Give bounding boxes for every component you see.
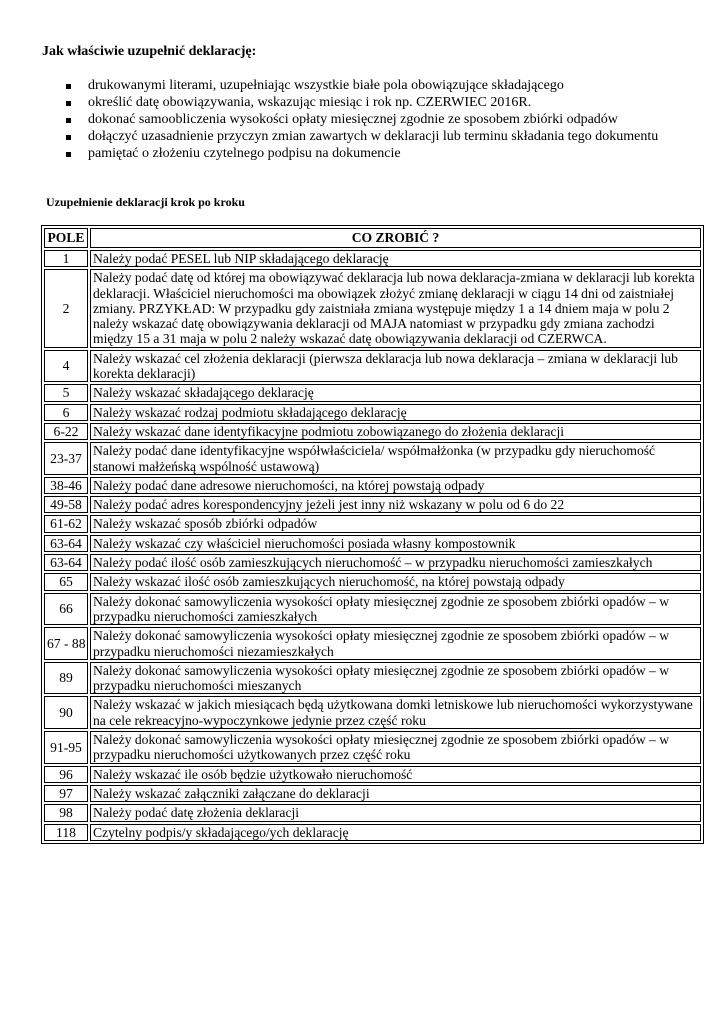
field-number-cell: 5: [44, 384, 88, 401]
table-header-row: [44, 228, 701, 248]
table-row: [44, 350, 701, 383]
table-row: [44, 423, 701, 440]
instruction-item: [42, 95, 682, 111]
field-number-cell: 1: [44, 250, 88, 267]
action-cell: Należy wskazać załączniki załączane do deklaracji: [90, 785, 701, 802]
action-cell: Należy wskazać sposób zbiórki odpadów: [90, 515, 701, 532]
table-row: [44, 496, 701, 513]
action-cell: Należy wskazać w jakich miesiącach będą użytkowana domki letniskowe lub nieruchomości wykorzystywane na cele rekreacyjno-wypoczynkowe jedynie przez część roku: [90, 696, 701, 729]
field-number-cell: 63-64: [44, 535, 88, 552]
table-row: [44, 250, 701, 267]
table-row: [44, 824, 701, 841]
bullet-square-icon: [66, 118, 71, 123]
field-number-cell: 98: [44, 804, 88, 821]
table-row: [44, 384, 701, 401]
instruction-text: dołączyć uzasadnienie przyczyn zmian zawartych w deklaracji lub terminu składania tego dokumentu: [88, 129, 659, 144]
table-row: [44, 785, 701, 802]
field-number-cell: 63-64: [44, 554, 88, 571]
field-number-cell: 67 - 88: [44, 627, 88, 660]
field-number-cell: 6: [44, 404, 88, 421]
action-cell: Należy podać adres korespondencyjny jeżeli jest inny niż wskazany w polu od 6 do 22: [90, 496, 701, 513]
table-row: [44, 442, 701, 475]
action-cell: Należy dokonać samowyliczenia wysokości opłaty miesięcznej zgodnie ze sposobem zbiórki opadów – w przypadku nieruchomości zamieszkałych: [90, 593, 701, 626]
instruction-text: drukowanymi literami, uzupełniając wszystkie białe pola obowiązujące składającego: [88, 78, 564, 93]
table-row: [44, 662, 701, 695]
bullet-square-icon: [66, 101, 71, 106]
field-number-cell: 23-37: [44, 442, 88, 475]
instruction-text: określić datę obowiązywania, wskazując miesiąc i rok np. CZERWIEC 2016R.: [88, 95, 532, 110]
bullet-square-icon: [66, 152, 71, 157]
field-number-cell: 97: [44, 785, 88, 802]
table-row: [44, 269, 701, 347]
instructions-list: [42, 78, 682, 163]
action-cell: Należy wskazać rodzaj podmiotu składającego deklarację: [90, 404, 701, 421]
field-number-cell: 96: [44, 766, 88, 783]
table-row: [44, 627, 701, 660]
action-cell: Należy wskazać dane identyfikacyjne podmiotu zobowiązanego do złożenia deklaracji: [90, 423, 701, 440]
instruction-item: [42, 112, 682, 128]
instruction-item: [42, 78, 682, 94]
table-row: [44, 554, 701, 571]
column-header-action: CO ZROBIĆ ?: [90, 228, 701, 248]
action-cell: Należy podać dane adresowe nieruchomości, na której powstają odpady: [90, 477, 701, 494]
table-row: [44, 573, 701, 590]
table-row: [44, 766, 701, 783]
instruction-text: dokonać samoobliczenia wysokości opłaty miesięcznej zgodnie ze sposobem zbiórki odpadów: [88, 112, 618, 127]
action-cell: Należy podać datę od której ma obowiązywać deklaracja lub nowa deklaracja-zmiana w deklaracji lub korekta deklaracji. Właściciel nieruchomości ma obowiązek złożyć zmianę deklaracji w ciągu 14 dni od zaistniałej zmiany. PRZYKŁAD: W przypadku gdy zaistniała zmiana występuje między 1 a 14 dniem maja w polu 2 należy wskazać datę obowiązywania deklaracji od MAJA natomiast w przypadku gdy zmiana zachodzi między 15 a 31 maja w polu 2 należy wskazać datę obowiązywania deklaracji od CZERWCA.: [90, 269, 701, 347]
action-cell: Należy wskazać składającego deklarację: [90, 384, 701, 401]
action-cell: Należy wskazać cel złożenia deklaracji (pierwsza deklaracja lub nowa deklaracja – zmiana w deklaracji lub korekta deklaracji): [90, 350, 701, 383]
table-row: [44, 477, 701, 494]
field-number-cell: 91-95: [44, 731, 88, 764]
action-cell: Należy dokonać samowyliczenia wysokości opłaty miesięcznej zgodnie ze sposobem zbiórki opadów – w przypadku nieruchomości niezamieszkałych: [90, 627, 701, 660]
table-row: [44, 593, 701, 626]
action-cell: Należy podać ilość osób zamieszkujących nieruchomość – w przypadku nieruchomości zamieszkałych: [90, 554, 701, 571]
action-cell: Należy wskazać czy właściciel nieruchomości posiada własny kompostownik: [90, 535, 701, 552]
bullet-square-icon: [66, 84, 71, 89]
bullet-square-icon: [66, 135, 71, 140]
instruction-text: pamiętać o złożeniu czytelnego podpisu na dokumencie: [88, 146, 401, 161]
action-cell: Czytelny podpis/y składającego/ych deklarację: [90, 824, 701, 841]
action-cell: Należy dokonać samowyliczenia wysokości opłaty miesięcznej zgodnie ze sposobem zbiórki opadów – w przypadku nieruchomości mieszanych: [90, 662, 701, 695]
field-number-cell: 118: [44, 824, 88, 841]
field-number-cell: 2: [44, 269, 88, 347]
field-number-cell: 61-62: [44, 515, 88, 532]
action-cell: Należy podać dane identyfikacyjne współwłaściciela/ współmałżonka (w przypadku gdy nieruchomość stanowi małżeńską wspólność ustawową): [90, 442, 701, 475]
field-number-cell: 65: [44, 573, 88, 590]
field-number-cell: 4: [44, 350, 88, 383]
table-row: [44, 696, 701, 729]
column-header-field: POLE: [44, 228, 88, 248]
action-cell: Należy wskazać ilość osób zamieszkujących nieruchomość, na której powstają odpady: [90, 573, 701, 590]
instruction-item: [42, 129, 682, 145]
action-cell: Należy podać PESEL lub NIP składającego deklarację: [90, 250, 701, 267]
field-number-cell: 89: [44, 662, 88, 695]
table-row: [44, 731, 701, 764]
action-cell: Należy podać datę złożenia deklaracji: [90, 804, 701, 821]
table-row: [44, 804, 701, 821]
table-row: [44, 515, 701, 532]
action-cell: Należy wskazać ile osób będzie użytkowało nieruchomość: [90, 766, 701, 783]
table-row: [44, 404, 701, 421]
field-number-cell: 6-22: [44, 423, 88, 440]
action-cell: Należy dokonać samowyliczenia wysokości opłaty miesięcznej zgodnie ze sposobem zbiórki opadów – w przypadku nieruchomości użytkowanych przez część roku: [90, 731, 701, 764]
instruction-item: [42, 146, 682, 162]
steps-table: [41, 225, 704, 844]
table-row: [44, 535, 701, 552]
field-number-cell: 66: [44, 593, 88, 626]
field-number-cell: 38-46: [44, 477, 88, 494]
table-subheading: Uzupełnienie deklaracji krok po kroku: [46, 195, 245, 209]
field-number-cell: 90: [44, 696, 88, 729]
field-number-cell: 49-58: [44, 496, 88, 513]
page-heading: Jak właściwie uzupełnić deklarację:: [42, 44, 257, 59]
